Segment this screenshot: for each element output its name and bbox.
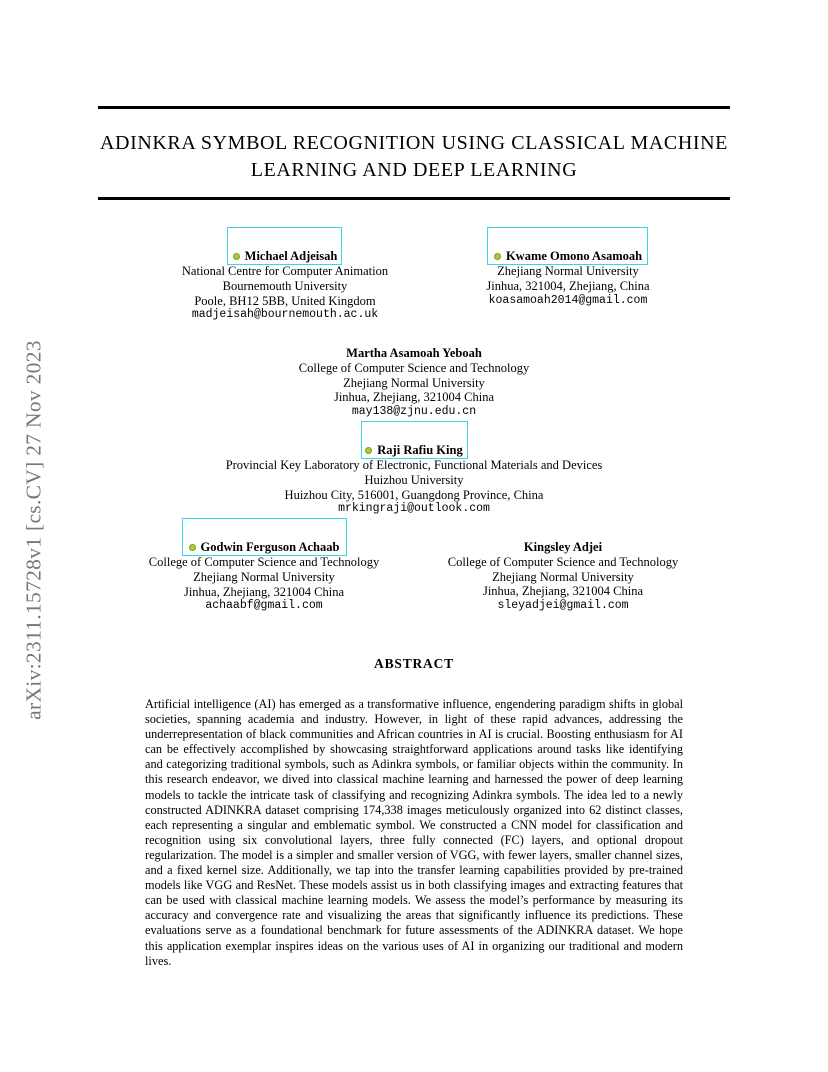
- affiliation-line: Zhejiang Normal University: [492, 569, 634, 584]
- author-name: Martha Asamoah Yeboah: [346, 346, 482, 360]
- affiliation-line: Jinhua, 321004, Zhejiang, China: [486, 278, 650, 293]
- affiliation-line: Provincial Key Laboratory of Electronic, Functional Materials and Devices: [225, 457, 603, 472]
- arxiv-identifier: [14, 340, 54, 720]
- author-name[interactable]: Kwame Omono Asamoah: [505, 249, 643, 264]
- affiliation-line: College of Computer Science and Technology: [298, 360, 530, 375]
- affiliation-line: Huizhou University: [364, 472, 464, 487]
- orcid-icon[interactable]: [189, 544, 196, 551]
- affiliation-line: Bournemouth University: [222, 278, 348, 293]
- affiliation-line: Jinhua, Zhejiang, 321004 China: [333, 390, 495, 405]
- affiliation-line: Zhejiang Normal University: [343, 375, 485, 390]
- author-email: achaabf@gmail.com: [205, 599, 323, 613]
- affiliation-line: Jinhua, Zhejiang, 321004 China: [183, 584, 345, 599]
- author-email: mrkingraji@outlook.com: [338, 502, 490, 516]
- author-block: [160, 249, 410, 323]
- affiliation-line: Jinhua, Zhejiang, 321004 China: [482, 584, 644, 599]
- title-line-1: ADINKRA SYMBOL RECOGNITION USING CLASSICAL MACHINE: [100, 132, 728, 154]
- orcid-icon[interactable]: [365, 447, 372, 454]
- affiliation-line: Poole, BH12 5BB, United Kingdom: [194, 293, 376, 308]
- orcid-icon[interactable]: [494, 253, 501, 260]
- author-block: [423, 540, 703, 614]
- author-name: Kingsley Adjei: [523, 540, 603, 554]
- author-name[interactable]: Michael Adjeisah: [244, 249, 338, 264]
- title-rule-top: [98, 106, 730, 109]
- affiliation-line: National Centre for Computer Animation: [181, 263, 389, 278]
- abstract-heading: ABSTRACT: [374, 656, 454, 671]
- author-email: madjeisah@bournemouth.ac.uk: [191, 308, 379, 322]
- orcid-icon[interactable]: [233, 253, 240, 260]
- author-block: [164, 443, 664, 517]
- affiliation-line: College of Computer Science and Technology: [447, 554, 679, 569]
- author-email: koasamoah2014@gmail.com: [488, 293, 648, 307]
- arxiv-id-text: arXiv:2311.15728v1 [cs.CV] 27 Nov 2023: [21, 340, 46, 720]
- author-block: [124, 540, 404, 614]
- affiliation-line: Huizhou City, 516001, Guangdong Province, China: [284, 487, 544, 502]
- affiliation-line: College of Computer Science and Technology: [148, 554, 380, 569]
- title-line-2: LEARNING AND DEEP LEARNING: [250, 159, 578, 181]
- abstract-body: Artificial intelligence (AI) has emerged as a transformative influence, engendering paradigm shifts in global societies, spanning academia and industry. However, in light of these rapid advances, addressing the underrepresentation of black communities and African countries in AI is crucial. Boosting enthusiasm for AI can be effectively accomplished by showcasing straightforward applications around tasks like identifying and categorizing traditional symbols, such as Adinkra symbols, or familiar objects within the community. In this research endeavor, we dived into classical machine learning and harnessed the power of deep learning models to tackle the intricate task of classifying and recognizing Adinkra symbols. The idea led to a newly constructed ADINKRA dataset comprising 174,338 images meticulously organized into 62 distinct classes, each representing a singular and emblematic symbol. We constructed a CNN model for classification and recognition using six convolutional layers, three fully connected (FC) layers, and optional dropout regularization. The model is a simpler and smaller version of VGG, with fewer layers, smaller channel sizes, and a fixed kernel size. Additionally, we tap into the transfer learning capabilities provided by pre-trained models like VGG and ResNet. These models assist us in both classifying images and extracting features that can be used with classical machine learning models. We assess the model’s performance by measuring its accuracy and convergence rate and visualizing the areas that significantly influence its predictions. These evaluations serve as a foundational benchmark for future assessments of the ADINKRA dataset. We hope this application exemplar inspires ideas on the various uses of AI in organizing our traditional and modern lives.: [145, 697, 683, 968]
- affiliation-line: Zhejiang Normal University: [497, 263, 639, 278]
- author-email: sleyadjei@gmail.com: [497, 599, 629, 613]
- title-rule-bottom: [98, 197, 730, 200]
- affiliation-line: Zhejiang Normal University: [193, 569, 335, 584]
- author-block: [239, 346, 589, 420]
- author-name[interactable]: Raji Rafiu King: [377, 443, 463, 458]
- author-block: [443, 249, 693, 308]
- paper-title: [98, 130, 730, 184]
- author-name[interactable]: Godwin Ferguson Achaab: [200, 540, 340, 555]
- author-email: may138@zjnu.edu.cn: [351, 405, 477, 419]
